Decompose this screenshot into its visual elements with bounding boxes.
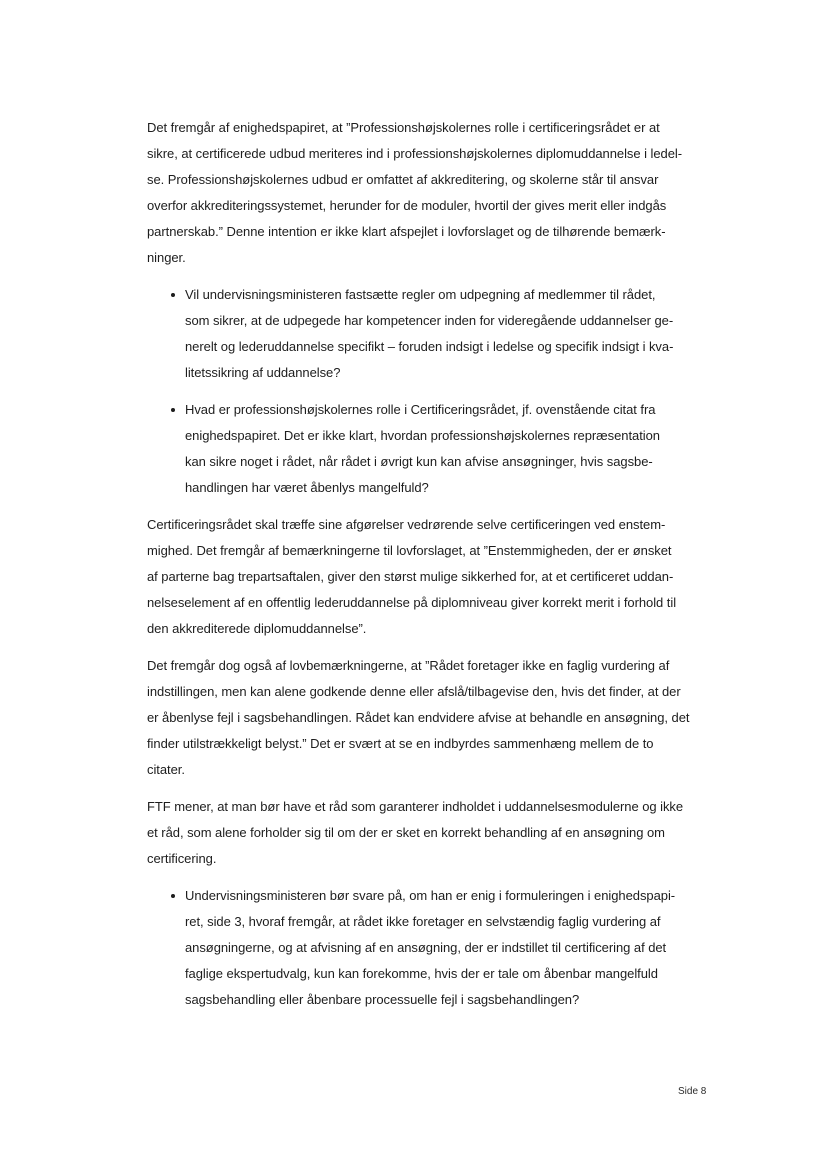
- text-line: er åbenlyse fejl i sagsbehandlingen. Rådet kan endvidere afvise at behandle en ansøgning, det: [147, 710, 690, 725]
- text-line: sikre, at certificerede udbud meriteres ind i professionshøjskolernes diplomuddannelse i ledel-: [147, 146, 683, 161]
- text-line: af parterne bag trepartsaftalen, giver den størst mulige sikkerhed for, at et certificeret uddan-: [147, 569, 674, 584]
- text-line: finder utilstrækkeligt belyst.” Det er svært at se en indbyrdes sammenhæng mellem de to: [147, 736, 654, 751]
- page-number: Side 8: [678, 1086, 707, 1097]
- text-line: Certificeringsrådet skal træffe sine afgørelser vedrørende selve certificeringen ved enstem-: [147, 517, 666, 532]
- paragraph: [147, 794, 719, 872]
- text-line: som sikrer, at de udpegede har kompetencer inden for videregående uddannelser ge-: [185, 313, 674, 328]
- text-line: citater.: [147, 762, 185, 777]
- text-line: se. Professionshøjskolernes udbud er omfattet af akkreditering, og skolerne står til ansvar: [147, 172, 659, 187]
- bullet-item: [147, 883, 719, 1013]
- text-line: Det fremgår af enighedspapiret, at ”Professionshøjskolernes rolle i certificeringsrådet er at: [147, 120, 660, 135]
- text-line: sagsbehandling eller åbenbare processuelle fejl i sagsbehandlingen?: [185, 992, 580, 1007]
- text-line: et råd, som alene forholder sig til om der er sket en korrekt behandling af en ansøgning om: [147, 825, 665, 840]
- text-line: certificering.: [147, 851, 217, 866]
- text-line: den akkrediterede diplomuddannelse”.: [147, 621, 367, 636]
- text-line: partnerskab.” Denne intention er ikke klart afspejlet i lovforslaget og de tilhørende bemærk-: [147, 224, 666, 239]
- text-line: Hvad er professionshøjskolernes rolle i Certificeringsrådet, jf. ovenstående citat fra: [185, 402, 656, 417]
- text-line: ninger.: [147, 250, 186, 265]
- paragraph: [147, 512, 719, 642]
- text-line: Undervisningsministeren bør svare på, om han er enig i formuleringen i enighedspapi-: [185, 888, 676, 903]
- text-line: overfor akkrediteringssystemet, herunder for de moduler, hvortil der gives merit eller indgås: [147, 198, 667, 213]
- paragraph: [147, 115, 719, 271]
- text-line: litetssikring af uddannelse?: [185, 365, 341, 380]
- text-line: kan sikre noget i rådet, når rådet i øvrigt kun kan afvise ansøgninger, hvis sagsbe-: [185, 454, 653, 469]
- text-line: Det fremgår dog også af lovbemærkningerne, at ”Rådet foretager ikke en faglig vurdering af: [147, 658, 670, 673]
- document-body: [147, 115, 719, 1024]
- bullet-item: [147, 397, 719, 501]
- text-line: FTF mener, at man bør have et råd som garanterer indholdet i uddannelsesmodulerne og ikke: [147, 799, 684, 814]
- text-line: faglige ekspertudvalg, kun kan forekomme, hvis der er tale om åbenbar mangelfuld: [185, 966, 658, 981]
- text-line: handlingen har været åbenlys mangelfuld?: [185, 480, 429, 495]
- paragraph: [147, 653, 719, 783]
- text-line: Vil undervisningsministeren fastsætte regler om udpegning af medlemmer til rådet,: [185, 287, 656, 302]
- text-line: nerelt og lederuddannelse specifikt – foruden indsigt i ledelse og specifik indsigt i kva-: [185, 339, 674, 354]
- text-line: enighedspapiret. Det er ikke klart, hvordan professionshøjskolernes repræsentation: [185, 428, 660, 443]
- text-line: ret, side 3, hvoraf fremgår, at rådet ikke foretager en selvstændig faglig vurdering af: [185, 914, 661, 929]
- text-line: indstillingen, men kan alene godkende denne eller afslå/tilbagevise den, hvis det finder, at der: [147, 684, 681, 699]
- text-line: nelseselement af en offentlig lederuddannelse på diplomniveau giver korrekt merit i forhold til: [147, 595, 677, 610]
- text-line: mighed. Det fremgår af bemærkningerne til lovforslaget, at ”Enstemmigheden, der er ønsket: [147, 543, 672, 558]
- text-line: ansøgningerne, og at afvisning af en ansøgning, der er indstillet til certificering af det: [185, 940, 667, 955]
- bullet-item: [147, 282, 719, 386]
